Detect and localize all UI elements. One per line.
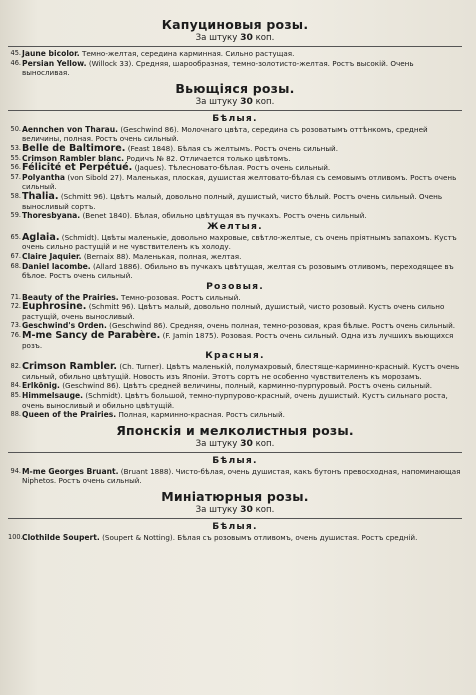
rose-description: Полная, карминно-красная. Ростъ сильный. <box>118 410 285 420</box>
rose-description: (Bernaix 88). Маленькая, полная, желтая. <box>83 251 242 261</box>
rose-description: (Willock 33). Средняя, шарообразная, темно-золотисто-желтая. Ростъ высокій. Очень выносливая. <box>22 58 414 78</box>
rose-name: Daniel lacombe. <box>22 261 91 271</box>
rose-description: (Benet 1840). Бѣлая, обильно цвѣтущая въ пучкахъ. Ростъ очень сильный. <box>82 211 367 221</box>
catalog-section <box>8 489 462 543</box>
divider-rule <box>8 46 462 47</box>
rose-description: (Geschwind 86). Молочнаго цвѣта, середина съ розоватымъ оттѣнкомъ, средней величины, полная. Ростъ очень сильный. <box>22 124 428 144</box>
entry-number: 55. <box>10 153 21 162</box>
rose-entry <box>8 233 462 252</box>
divider-rule <box>8 518 462 519</box>
entry-number: 76. <box>10 331 21 340</box>
catalog-section <box>8 17 462 78</box>
rose-entry <box>8 144 462 154</box>
entry-number: 46. <box>10 58 21 67</box>
rose-name: Jaune bicolor. <box>22 49 80 58</box>
rose-entry <box>8 211 462 221</box>
rose-description: (Jaques). Тѣлесновато-бѣлая. Ростъ очень сильный. <box>134 163 331 173</box>
catalog-section <box>8 423 462 486</box>
rose-entry <box>8 381 462 391</box>
divider-rule <box>8 110 462 111</box>
rose-name: Aennchen von Tharau. <box>22 124 119 134</box>
rose-name: Queen of the Prairies. <box>22 410 117 420</box>
entry-number: 82. <box>10 362 21 371</box>
rose-entry <box>8 331 462 350</box>
section-title: Капуциновыя розы. <box>161 17 309 32</box>
rose-name: Himmelsauge. <box>22 391 84 401</box>
rose-entry <box>8 192 462 211</box>
catalog-section <box>8 81 462 420</box>
rose-name: Clothilde Soupert. <box>22 533 100 542</box>
entry-number: 72. <box>10 302 21 311</box>
section-title: Вьющіяся розы. <box>175 80 295 96</box>
rose-description: (Feast 1848). Бѣлая съ желтымъ. Ростъ очень сильный. <box>127 143 338 153</box>
rose-description: (Geschwind 86). Цвѣтъ средней величины, полный, карминно-пурпуровый. Ростъ очень сильный. <box>62 381 433 391</box>
entry-number: 65. <box>10 232 21 241</box>
rose-description: (Bruant 1888). Чисто-бѣлая, очень душистая, какъ бутонъ превосходная, напоминающая Niphetos. Ростъ очень сильный. <box>22 466 461 486</box>
rose-name: Crimson Rambler blanc. <box>22 153 125 163</box>
entry-number: 58. <box>10 191 21 200</box>
rose-description: Темно-розовая. Ростъ сильный. <box>120 292 241 302</box>
rose-entry <box>8 467 462 486</box>
price-line <box>8 504 462 516</box>
rose-entry <box>8 410 462 420</box>
rose-description: (F. Jamin 1875). Розовая. Ростъ очень сильный. Одна изъ лучшихъ вьющихся розъ. <box>22 331 454 350</box>
rose-entry <box>8 49 462 59</box>
price-prefix: За штуку <box>195 438 238 449</box>
price-line <box>8 96 462 108</box>
entry-number: 100. <box>8 533 23 541</box>
price-value: 30 <box>240 95 253 107</box>
rose-name: Crimson Rambler. <box>22 361 118 373</box>
rose-name: Persian Yellow. <box>22 58 87 68</box>
price-suffix: коп. <box>255 438 275 449</box>
entry-number: 71. <box>10 292 21 301</box>
entry-number: 84. <box>10 381 21 390</box>
price-value: 30 <box>240 32 253 43</box>
rose-entry <box>8 533 462 543</box>
entry-number: 68. <box>10 261 21 270</box>
rose-entry <box>8 391 462 410</box>
price-value: 30 <box>240 504 253 515</box>
entry-number: 56. <box>10 163 21 172</box>
rose-description: Родичъ № 82. Отличается только цвѣтомъ. <box>126 153 291 163</box>
entry-number: 53. <box>10 143 21 152</box>
rose-name: Belle de Baltimore. <box>22 142 126 154</box>
rose-name: Euphrosine. <box>22 301 87 313</box>
rose-description: (Schmidt). Цвѣты маленькіе, довольно махровые, свѣтло-желтые, съ очень пріятнымъ запахомъ. Кустъ очень сильно растущій и не чувствителенъ къ холоду. <box>22 232 457 252</box>
rose-description: (von Sibold 27). Маленькая, плоская, душистая желтовато-бѣлая съ семовымъ отливомъ. Ростъ очень сильный. <box>22 172 457 192</box>
section-title: Японскія и мелколистныя розы. <box>116 422 354 438</box>
price-suffix: коп. <box>255 33 275 43</box>
rose-name: M-me Georges Bruant. <box>22 466 119 476</box>
price-line <box>8 438 462 450</box>
price-prefix: За штуку <box>195 33 238 43</box>
rose-entry <box>8 302 462 321</box>
price-prefix: За штуку <box>195 96 238 107</box>
price-suffix: коп. <box>255 505 275 515</box>
divider-rule <box>8 452 462 453</box>
entry-number: 94. <box>10 466 21 475</box>
rose-description: (Allard 1886). Обильно въ пучкахъ цвѣтущая, желтая съ розовымъ отливомъ, переходящее въ бѣлое. Ростъ очень сильный. <box>22 261 454 281</box>
rose-entry <box>8 125 462 144</box>
color-group-title: Бѣлыя. <box>212 454 258 466</box>
rose-entry <box>8 173 462 192</box>
price-line <box>8 32 462 44</box>
rose-description: (Schmidt). Цвѣтъ большой, темно-пурпурово-красный, очень душистый. Кустъ сильнаго роста, очень выносливый и обильно цвѣтущій. <box>22 391 448 410</box>
entry-number: 45. <box>10 49 21 57</box>
rose-description: (Schmitt 96). Цвѣтъ малый, довольно полный, душистый, чисто розовый. Кустъ очень сильно растущій, очень выносливый. <box>22 302 445 321</box>
rose-name: Claire Jaquier. <box>22 251 82 261</box>
rose-entry <box>8 59 462 78</box>
rose-description: Темно-желтая, середина карминная. Сильно растущая. <box>81 49 295 58</box>
rose-description: (Ch. Turner). Цвѣтъ маленькій, полумахровый, блестяще-карминно-красный. Кустъ очень сильный, обильно цвѣтущій. Новость изъ Японіи. Этотъ сортъ не особенно чувствителенъ къ морозамъ. <box>22 362 460 381</box>
color-group-title: Красныя. <box>205 350 265 362</box>
rose-name: Geschwind's Orden. <box>22 321 107 331</box>
rose-name: Thalia. <box>22 190 59 202</box>
entry-number: 67. <box>10 251 21 260</box>
color-group-title: Бѣлыя. <box>212 521 258 532</box>
rose-description: (Geschwind 86). Средняя, очень полная, темно-розовая, края бѣлые. Ростъ очень сильный. <box>109 321 456 331</box>
entry-number: 88. <box>10 410 21 419</box>
rose-entry <box>8 252 462 262</box>
price-prefix: За штуку <box>195 505 238 515</box>
rose-name: Thoresbyana. <box>22 211 81 221</box>
price-suffix: коп. <box>255 96 275 107</box>
rose-entry <box>8 262 462 281</box>
entry-number: 50. <box>10 124 21 133</box>
color-group-title: Желтыя. <box>207 220 263 232</box>
entry-number: 73. <box>10 321 21 330</box>
rose-entry <box>8 163 462 173</box>
rose-description: (Schmitt 96). Цвѣтъ малый, довольно полный, душистый, чисто бѣлый. Ростъ очень сильный. Очень выносливый сортъ. <box>22 191 443 211</box>
entry-number: 57. <box>10 172 21 181</box>
rose-name: M-me Sancy de Parabère. <box>22 330 161 342</box>
rose-name: Aglaia. <box>22 231 60 243</box>
rose-name: Félicité et Perpétué. <box>22 162 133 174</box>
price-value: 30 <box>240 437 253 449</box>
entry-number: 59. <box>10 211 21 220</box>
rose-description: (Soupert & Notting). Бѣлая съ розовымъ отливомъ, очень душистая. Ростъ средній. <box>102 533 418 542</box>
rose-entry <box>8 362 462 381</box>
rose-name: Polyantha <box>22 172 66 182</box>
color-group-title: Бѣлыя. <box>212 112 258 124</box>
section-title: Миніатюрныя розы. <box>161 489 309 504</box>
rose-name: Erlkönig. <box>22 381 60 391</box>
rose-name: Beauty of the Prairies. <box>22 292 119 302</box>
color-group-title: Розовыя. <box>206 280 264 292</box>
entry-number: 85. <box>10 391 21 400</box>
